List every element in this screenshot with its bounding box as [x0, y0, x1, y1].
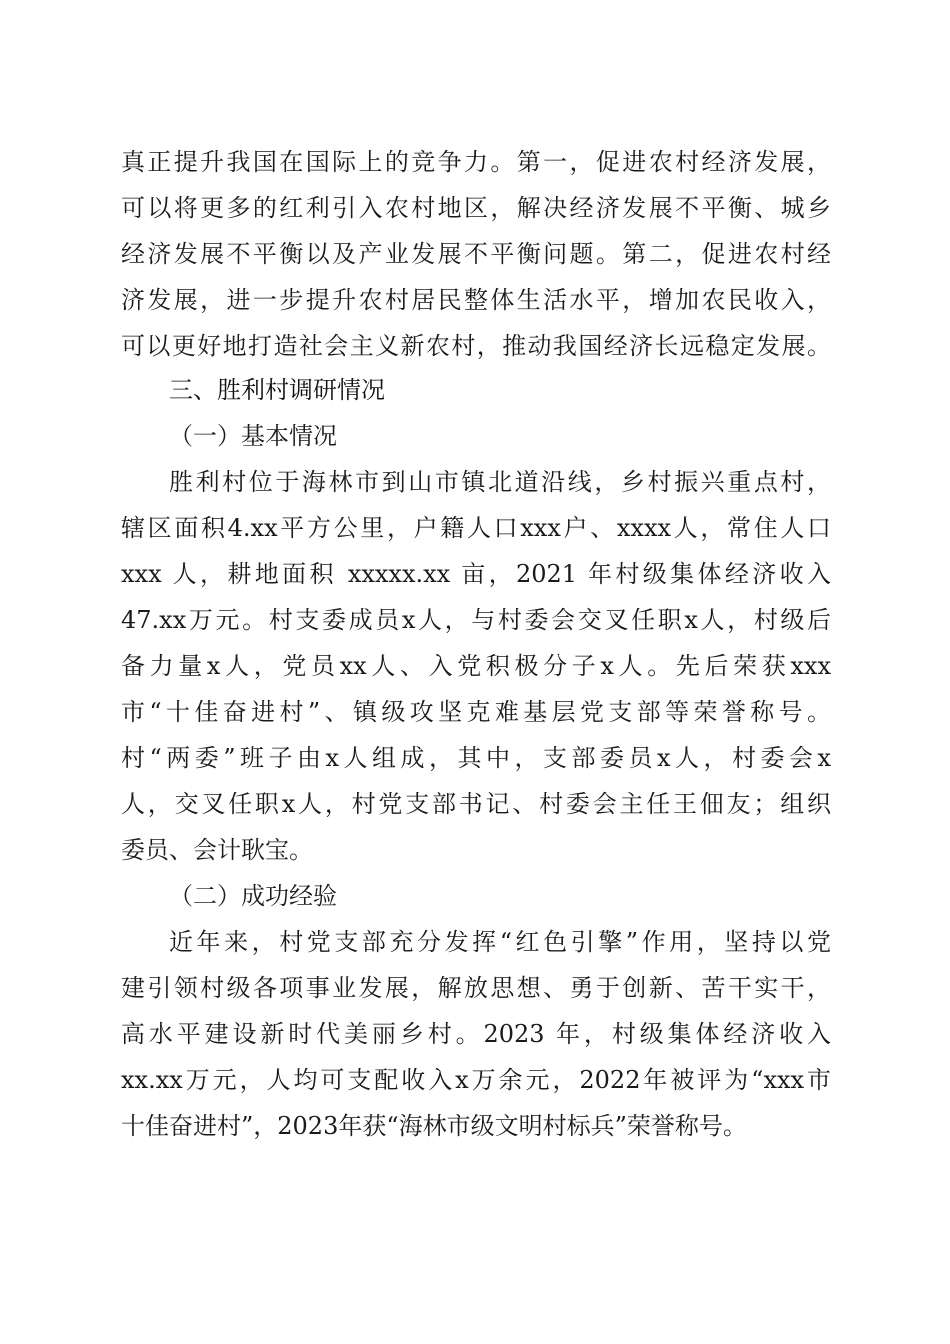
paragraph-line: 高水平建设新时代美丽乡村。2023 年，村级集体经济收入: [121, 1020, 831, 1048]
paragraph-line: xxx 人，耕地面积 xxxxx.xx 亩，2021 年村级集体经济收入: [121, 560, 831, 588]
paragraph-line: 市“十佳奋进村”、镇级攻坚克难基层党支部等荣誉称号。: [121, 698, 831, 726]
section-heading: 三、胜利村调研情况: [169, 376, 385, 404]
subsection-heading: （一）基本情况: [169, 422, 337, 450]
paragraph-line: 胜利村位于海林市到山市镇北道沿线，乡村振兴重点村，: [169, 468, 831, 496]
paragraph-line: 备力量x人，党员xx人、入党积极分子x人。先后荣获xxx: [121, 652, 831, 680]
paragraph-line: 建引领村级各项事业发展，解放思想、勇于创新、苦干实干，: [121, 974, 831, 1002]
paragraph-line: 十佳奋进村”，2023年获“海林市级文明村标兵”荣誉称号。: [121, 1112, 747, 1140]
paragraph-line: 辖区面积4.xx平方公里，户籍人口xxx户、xxxx人，常住人口: [121, 514, 831, 542]
paragraph-line: 济发展，进一步提升农村居民整体生活水平，增加农民收入，: [121, 286, 831, 314]
paragraph-line: 村“两委”班子由x人组成，其中，支部委员x人，村委会x: [121, 744, 831, 772]
paragraph-line: 47.xx万元。村支委成员x人，与村委会交叉任职x人，村级后: [121, 606, 831, 634]
paragraph-line: 真正提升我国在国际上的竞争力。第一，促进农村经济发展，: [121, 148, 831, 176]
paragraph-line: 人，交叉任职x人，村党支部书记、村委会主任王佃友；组织: [121, 790, 831, 818]
paragraph-line: 近年来，村党支部充分发挥“红色引擎”作用，坚持以党: [169, 928, 831, 956]
subsection-heading: （二）成功经验: [169, 882, 337, 910]
paragraph-line: 委员、会计耿宝。: [121, 836, 313, 864]
paragraph-line: 可以更好地打造社会主义新农村，推动我国经济长远稳定发展。: [121, 332, 831, 360]
paragraph-line: 可以将更多的红利引入农村地区，解决经济发展不平衡、城乡: [121, 194, 831, 222]
paragraph-line: 经济发展不平衡以及产业发展不平衡问题。第二，促进农村经: [121, 240, 831, 268]
paragraph-line: xx.xx万元，人均可支配收入x万余元，2022年被评为“xxx市: [121, 1066, 831, 1094]
